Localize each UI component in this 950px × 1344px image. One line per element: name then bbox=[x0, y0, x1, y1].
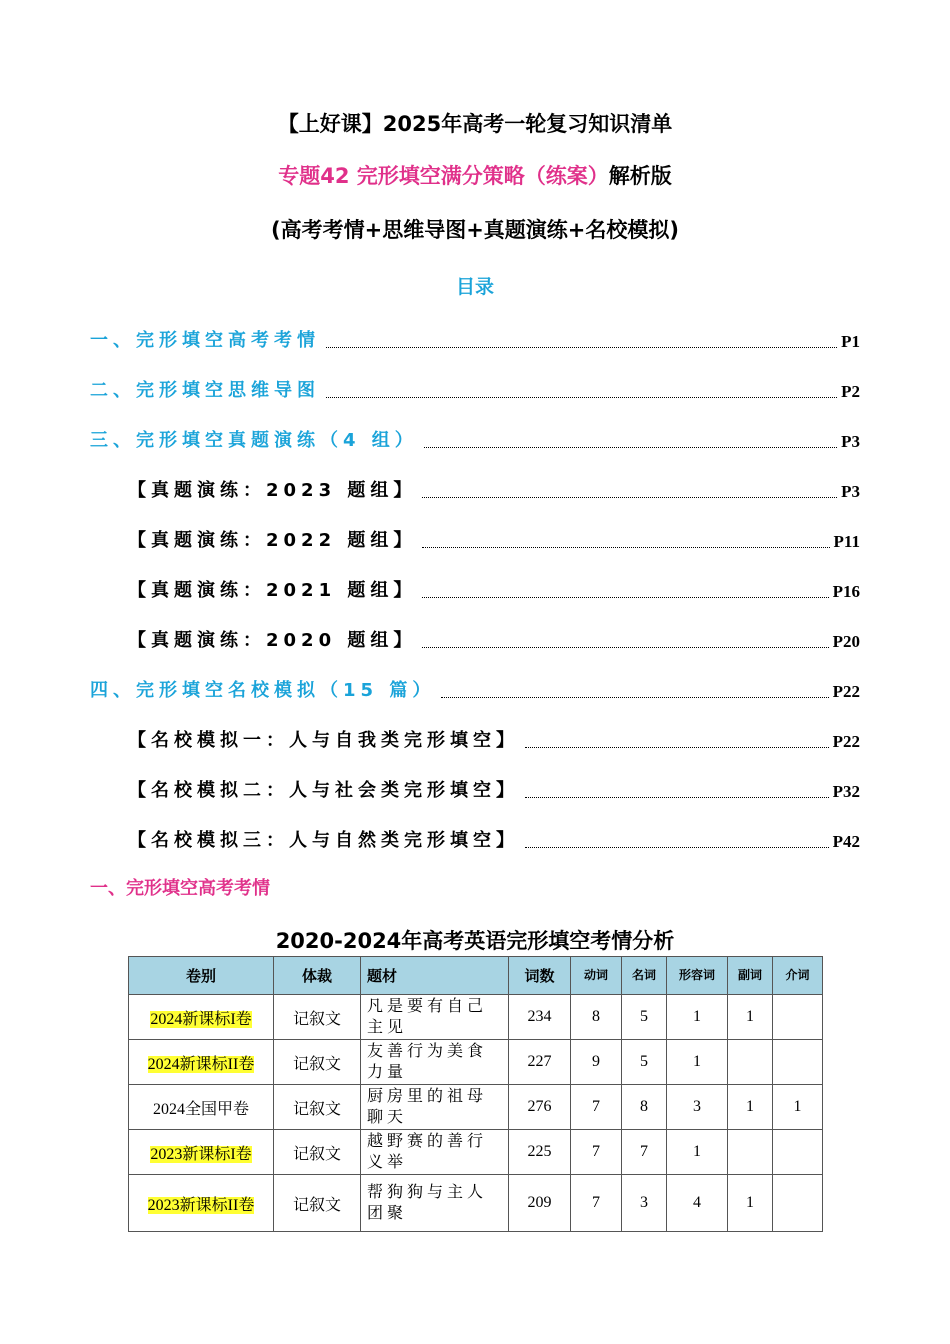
cell-paper bbox=[129, 1040, 274, 1085]
cell-topic: 帮狗狗与主人团聚 bbox=[361, 1175, 509, 1232]
toc-item-label: 二、完形填空思维导图 bbox=[90, 380, 320, 401]
cell-adj: 3 bbox=[667, 1085, 728, 1130]
cell-prep bbox=[773, 1175, 823, 1232]
cell-genre: 记叙文 bbox=[274, 1175, 361, 1232]
toc-item-label: 四、完形填空名校模拟（15 篇） bbox=[90, 680, 436, 701]
toc-item[interactable] bbox=[128, 576, 860, 602]
toc-item-label: 【名校模拟一：人与自我类完形填空】 bbox=[128, 730, 519, 751]
toc-item-page: P16 bbox=[832, 582, 860, 601]
toc-item[interactable] bbox=[90, 376, 860, 402]
toc-item[interactable] bbox=[90, 326, 860, 352]
cell-noun: 8 bbox=[622, 1085, 667, 1130]
cell-prep bbox=[773, 995, 823, 1040]
paper-highlight: 2024新课标II卷 bbox=[147, 1055, 255, 1073]
toc-item[interactable] bbox=[128, 726, 860, 752]
cell-words: 234 bbox=[509, 995, 571, 1040]
cell-genre: 记叙文 bbox=[274, 1085, 361, 1130]
cell-topic: 厨房里的祖母聊天 bbox=[361, 1085, 509, 1130]
cell-noun: 3 bbox=[622, 1175, 667, 1232]
table-row bbox=[129, 1085, 823, 1130]
header-adjective: 形容词 bbox=[667, 957, 728, 995]
cell-genre: 记叙文 bbox=[274, 1040, 361, 1085]
cell-noun: 7 bbox=[622, 1130, 667, 1175]
cell-prep bbox=[773, 1040, 823, 1085]
header-paper: 卷别 bbox=[129, 957, 274, 995]
cell-words: 209 bbox=[509, 1175, 571, 1232]
toc-item[interactable] bbox=[90, 426, 860, 452]
toc-heading: 目录 bbox=[455, 276, 494, 298]
toc-item-page: P1 bbox=[841, 332, 860, 351]
cell-verb: 9 bbox=[571, 1040, 622, 1085]
cell-adv: 1 bbox=[728, 1175, 773, 1232]
header-adverb: 副词 bbox=[728, 957, 773, 995]
toc-item-page: P32 bbox=[832, 782, 860, 801]
toc-leader bbox=[525, 847, 829, 848]
toc-leader bbox=[326, 397, 837, 398]
toc-leader bbox=[525, 747, 829, 748]
table-row bbox=[129, 1040, 823, 1085]
table-title: 2020-2024年高考英语完形填空考情分析 bbox=[275, 929, 675, 953]
cell-paper bbox=[129, 1175, 274, 1232]
cell-noun: 5 bbox=[622, 995, 667, 1040]
toc-item-label: 【名校模拟三：人与自然类完形填空】 bbox=[128, 830, 519, 851]
toc-item[interactable] bbox=[128, 826, 860, 852]
cell-genre: 记叙文 bbox=[274, 995, 361, 1040]
section-heading: 一、完形填空高考考情 bbox=[90, 878, 270, 899]
subtitle-topic: 专题42 完形填空满分策略（练案） bbox=[278, 164, 609, 188]
toc-item-page: P20 bbox=[832, 632, 860, 651]
toc-leader bbox=[422, 547, 829, 548]
toc-item-page: P3 bbox=[841, 432, 860, 451]
toc-item[interactable] bbox=[90, 676, 860, 702]
cell-prep bbox=[773, 1130, 823, 1175]
table-row bbox=[129, 1175, 823, 1232]
cell-topic: 凡是要有自己主见 bbox=[361, 995, 509, 1040]
toc-leader bbox=[422, 497, 837, 498]
toc-item[interactable] bbox=[128, 626, 860, 652]
cell-topic: 友善行为美食力量 bbox=[361, 1040, 509, 1085]
toc-item-label: 【真题演练：2021 题组】 bbox=[128, 580, 417, 601]
toc-leader bbox=[326, 347, 837, 348]
table-row bbox=[129, 1130, 823, 1175]
toc-leader bbox=[441, 697, 828, 698]
toc-item-page: P22 bbox=[832, 682, 860, 701]
toc-leader bbox=[422, 597, 828, 598]
cell-paper: 2024全国甲卷 bbox=[129, 1085, 274, 1130]
toc-item-label: 【真题演练：2020 题组】 bbox=[128, 630, 417, 651]
paper-highlight: 2023新课标I卷 bbox=[150, 1145, 252, 1163]
cell-verb: 7 bbox=[571, 1130, 622, 1175]
cell-words: 276 bbox=[509, 1085, 571, 1130]
header-genre: 体裁 bbox=[274, 957, 361, 995]
cell-paper bbox=[129, 1130, 274, 1175]
paper-highlight: 2024新课标I卷 bbox=[150, 1010, 252, 1028]
toc-item[interactable] bbox=[128, 476, 860, 502]
subtitle-version: 解析版 bbox=[608, 164, 672, 188]
cell-verb: 8 bbox=[571, 995, 622, 1040]
cell-genre: 记叙文 bbox=[274, 1130, 361, 1175]
cell-adv: 1 bbox=[728, 995, 773, 1040]
document-subtitle bbox=[0, 160, 950, 190]
toc-item-label: 三、完形填空真题演练（4 组） bbox=[90, 430, 418, 451]
header-word-count: 词数 bbox=[509, 957, 571, 995]
document-title: 【上好课】2025年高考一轮复习知识清单 bbox=[277, 112, 673, 136]
cell-noun: 5 bbox=[622, 1040, 667, 1085]
cell-adj: 4 bbox=[667, 1175, 728, 1232]
cell-adv bbox=[728, 1040, 773, 1085]
paper-highlight: 2023新课标II卷 bbox=[147, 1196, 255, 1214]
header-noun: 名词 bbox=[622, 957, 667, 995]
toc-leader bbox=[525, 797, 829, 798]
table-header-row bbox=[129, 957, 823, 995]
toc-item-page: P42 bbox=[832, 832, 860, 851]
cell-adv bbox=[728, 1130, 773, 1175]
table-row bbox=[129, 995, 823, 1040]
toc-item-label: 一、完形填空高考考情 bbox=[90, 330, 320, 351]
cell-topic: 越野赛的善行义举 bbox=[361, 1130, 509, 1175]
cell-adj: 1 bbox=[667, 995, 728, 1040]
toc-item-page: P3 bbox=[841, 482, 860, 501]
exam-analysis-table bbox=[128, 956, 823, 1232]
cell-words: 227 bbox=[509, 1040, 571, 1085]
toc-item-label: 【名校模拟二：人与社会类完形填空】 bbox=[128, 780, 519, 801]
toc-leader bbox=[422, 647, 828, 648]
toc-item-label: 【真题演练：2022 题组】 bbox=[128, 530, 417, 551]
cell-adj: 1 bbox=[667, 1040, 728, 1085]
document-scope: (高考考情+思维导图+真题演练+名校模拟) bbox=[271, 218, 679, 242]
toc-leader bbox=[424, 447, 837, 448]
cell-verb: 7 bbox=[571, 1175, 622, 1232]
toc-item-label: 【真题演练：2023 题组】 bbox=[128, 480, 417, 501]
cell-verb: 7 bbox=[571, 1085, 622, 1130]
toc-item-page: P2 bbox=[841, 382, 860, 401]
toc-item[interactable] bbox=[128, 526, 860, 552]
cell-paper bbox=[129, 995, 274, 1040]
header-preposition: 介词 bbox=[773, 957, 823, 995]
toc-item[interactable] bbox=[128, 776, 860, 802]
header-topic: 题材 bbox=[361, 957, 509, 995]
header-verb: 动词 bbox=[571, 957, 622, 995]
toc-item-page: P22 bbox=[832, 732, 860, 751]
toc-item-page: P11 bbox=[833, 532, 860, 551]
cell-prep: 1 bbox=[773, 1085, 823, 1130]
cell-words: 225 bbox=[509, 1130, 571, 1175]
cell-adv: 1 bbox=[728, 1085, 773, 1130]
cell-adj: 1 bbox=[667, 1130, 728, 1175]
